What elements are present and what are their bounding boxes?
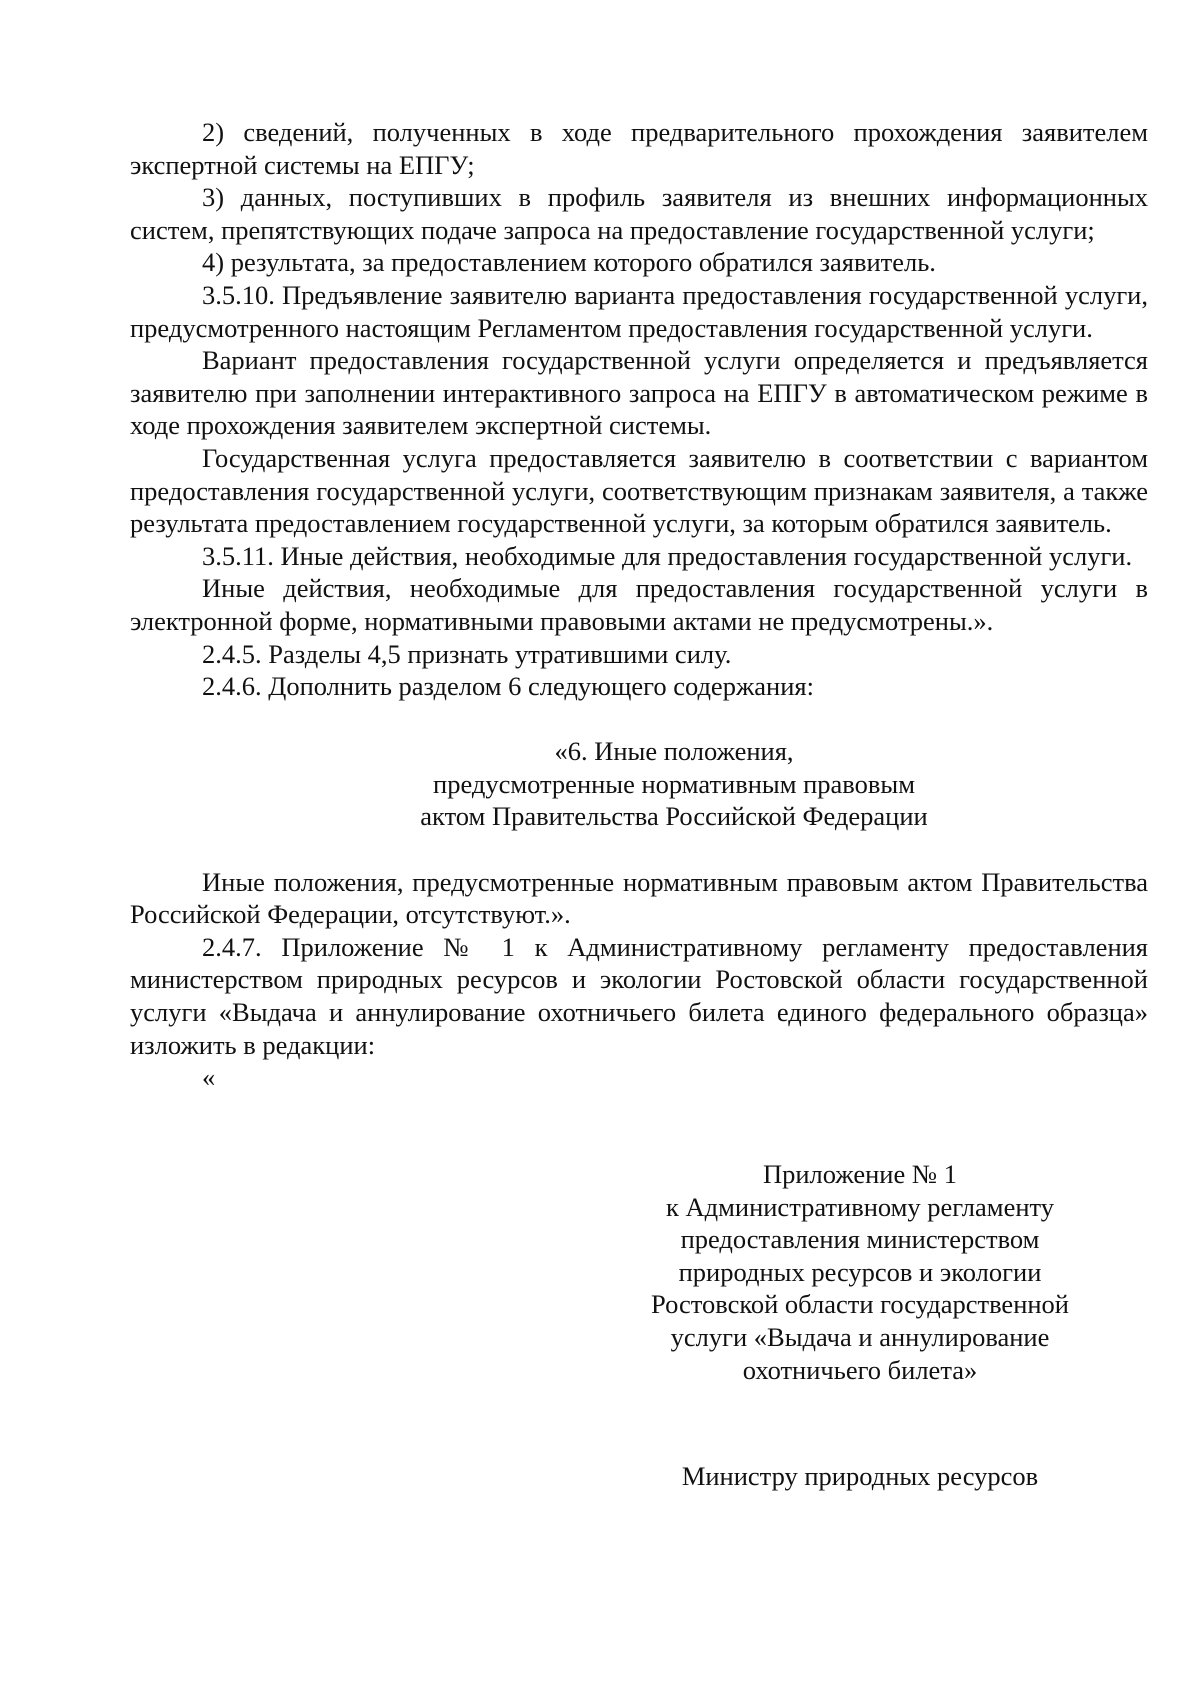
spacer	[130, 833, 1148, 866]
appendix-line-4: природных ресурсов и экологии	[678, 1256, 1042, 1287]
paragraph-other-provisions: Иные положения, предусмотренные нормативным правовым актом Правительства Российской Федерации, отсутствуют.».	[130, 866, 1148, 930]
appendix-line-7: охотничьего билета»	[742, 1354, 978, 1385]
appendix-line-2: к Административному регламенту	[666, 1191, 1054, 1222]
paragraph-item-3: 3) данных, поступивших в профиль заявителя из внешних информационных систем, препятствующих подаче запроса на предоставление государственной услуги;	[130, 182, 1148, 245]
spacer	[130, 703, 1148, 736]
addressee-block	[610, 1460, 1110, 1493]
opening-quote: «	[202, 1062, 216, 1093]
paragraph-other-actions: Иные действия, необходимые для предоставления государственной услуги в электронной форме, нормативными правовыми актами не предусмотрены.».	[130, 573, 1148, 636]
appendix-line-3: предоставления министерством	[680, 1224, 1040, 1255]
section-title-line-2: предусмотренные нормативным правовым	[433, 768, 915, 799]
appendix-line-1: Приложение № 1	[762, 1159, 957, 1189]
paragraph-service-provided: Государственная услуга предоставляется заявителю в соответствии с вариантом предоставления государственной услуги, соответствующим признакам заявителя, а также результата предоставлением государственной услуги, за которым обратился заявитель.	[130, 442, 1148, 539]
paragraph-2-4-7: 2.4.7. Приложение № 1 к Административному регламенту предоставления министерством природных ресурсов и экологии Ростовской области государственной услуги «Выдача и аннулирование охотничьего билета единого федерального образца» изложить в редакции:	[130, 931, 1148, 1060]
paragraph-item-2: 2) сведений, полученных в ходе предварительного прохождения заявителем экспертной системы на ЕПГУ;	[130, 117, 1148, 180]
paragraph-item-4: 4) результата, за предоставлением которого обратился заявитель.	[202, 247, 936, 278]
section-6-title	[130, 735, 1148, 833]
paragraph-3-5-11: 3.5.11. Иные действия, необходимые для предоставления государственной услуги.	[202, 540, 1133, 571]
appendix-line-6: услуги «Выдача и аннулирование	[670, 1321, 1050, 1352]
paragraph-variant: Вариант предоставления государственной услуги определяется и предъявляется заявителю при заполнении интерактивного запроса на ЕПГУ в автоматическом режиме в ходе прохождения заявителем экспертной системы.	[130, 345, 1148, 441]
paragraph-3-5-10: 3.5.10. Предъявление заявителю варианта предоставления государственной услуги, предусмотренного настоящим Регламентом предоставления государственной услуги.	[130, 279, 1148, 343]
document-body	[130, 116, 1148, 1094]
paragraph-2-4-5: 2.4.5. Разделы 4,5 признать утратившими силу.	[202, 638, 732, 669]
appendix-header	[610, 1158, 1110, 1386]
appendix-line-5: Ростовской области государственной	[650, 1289, 1069, 1320]
section-title-line-1: «6. Иные положения,	[554, 736, 794, 767]
paragraph-2-4-6: 2.4.6. Дополнить разделом 6 следующего содержания:	[202, 671, 814, 702]
section-title-line-3: актом Правительства Российской Федерации	[420, 801, 928, 832]
addressee-line: Министру природных ресурсов	[681, 1461, 1039, 1491]
